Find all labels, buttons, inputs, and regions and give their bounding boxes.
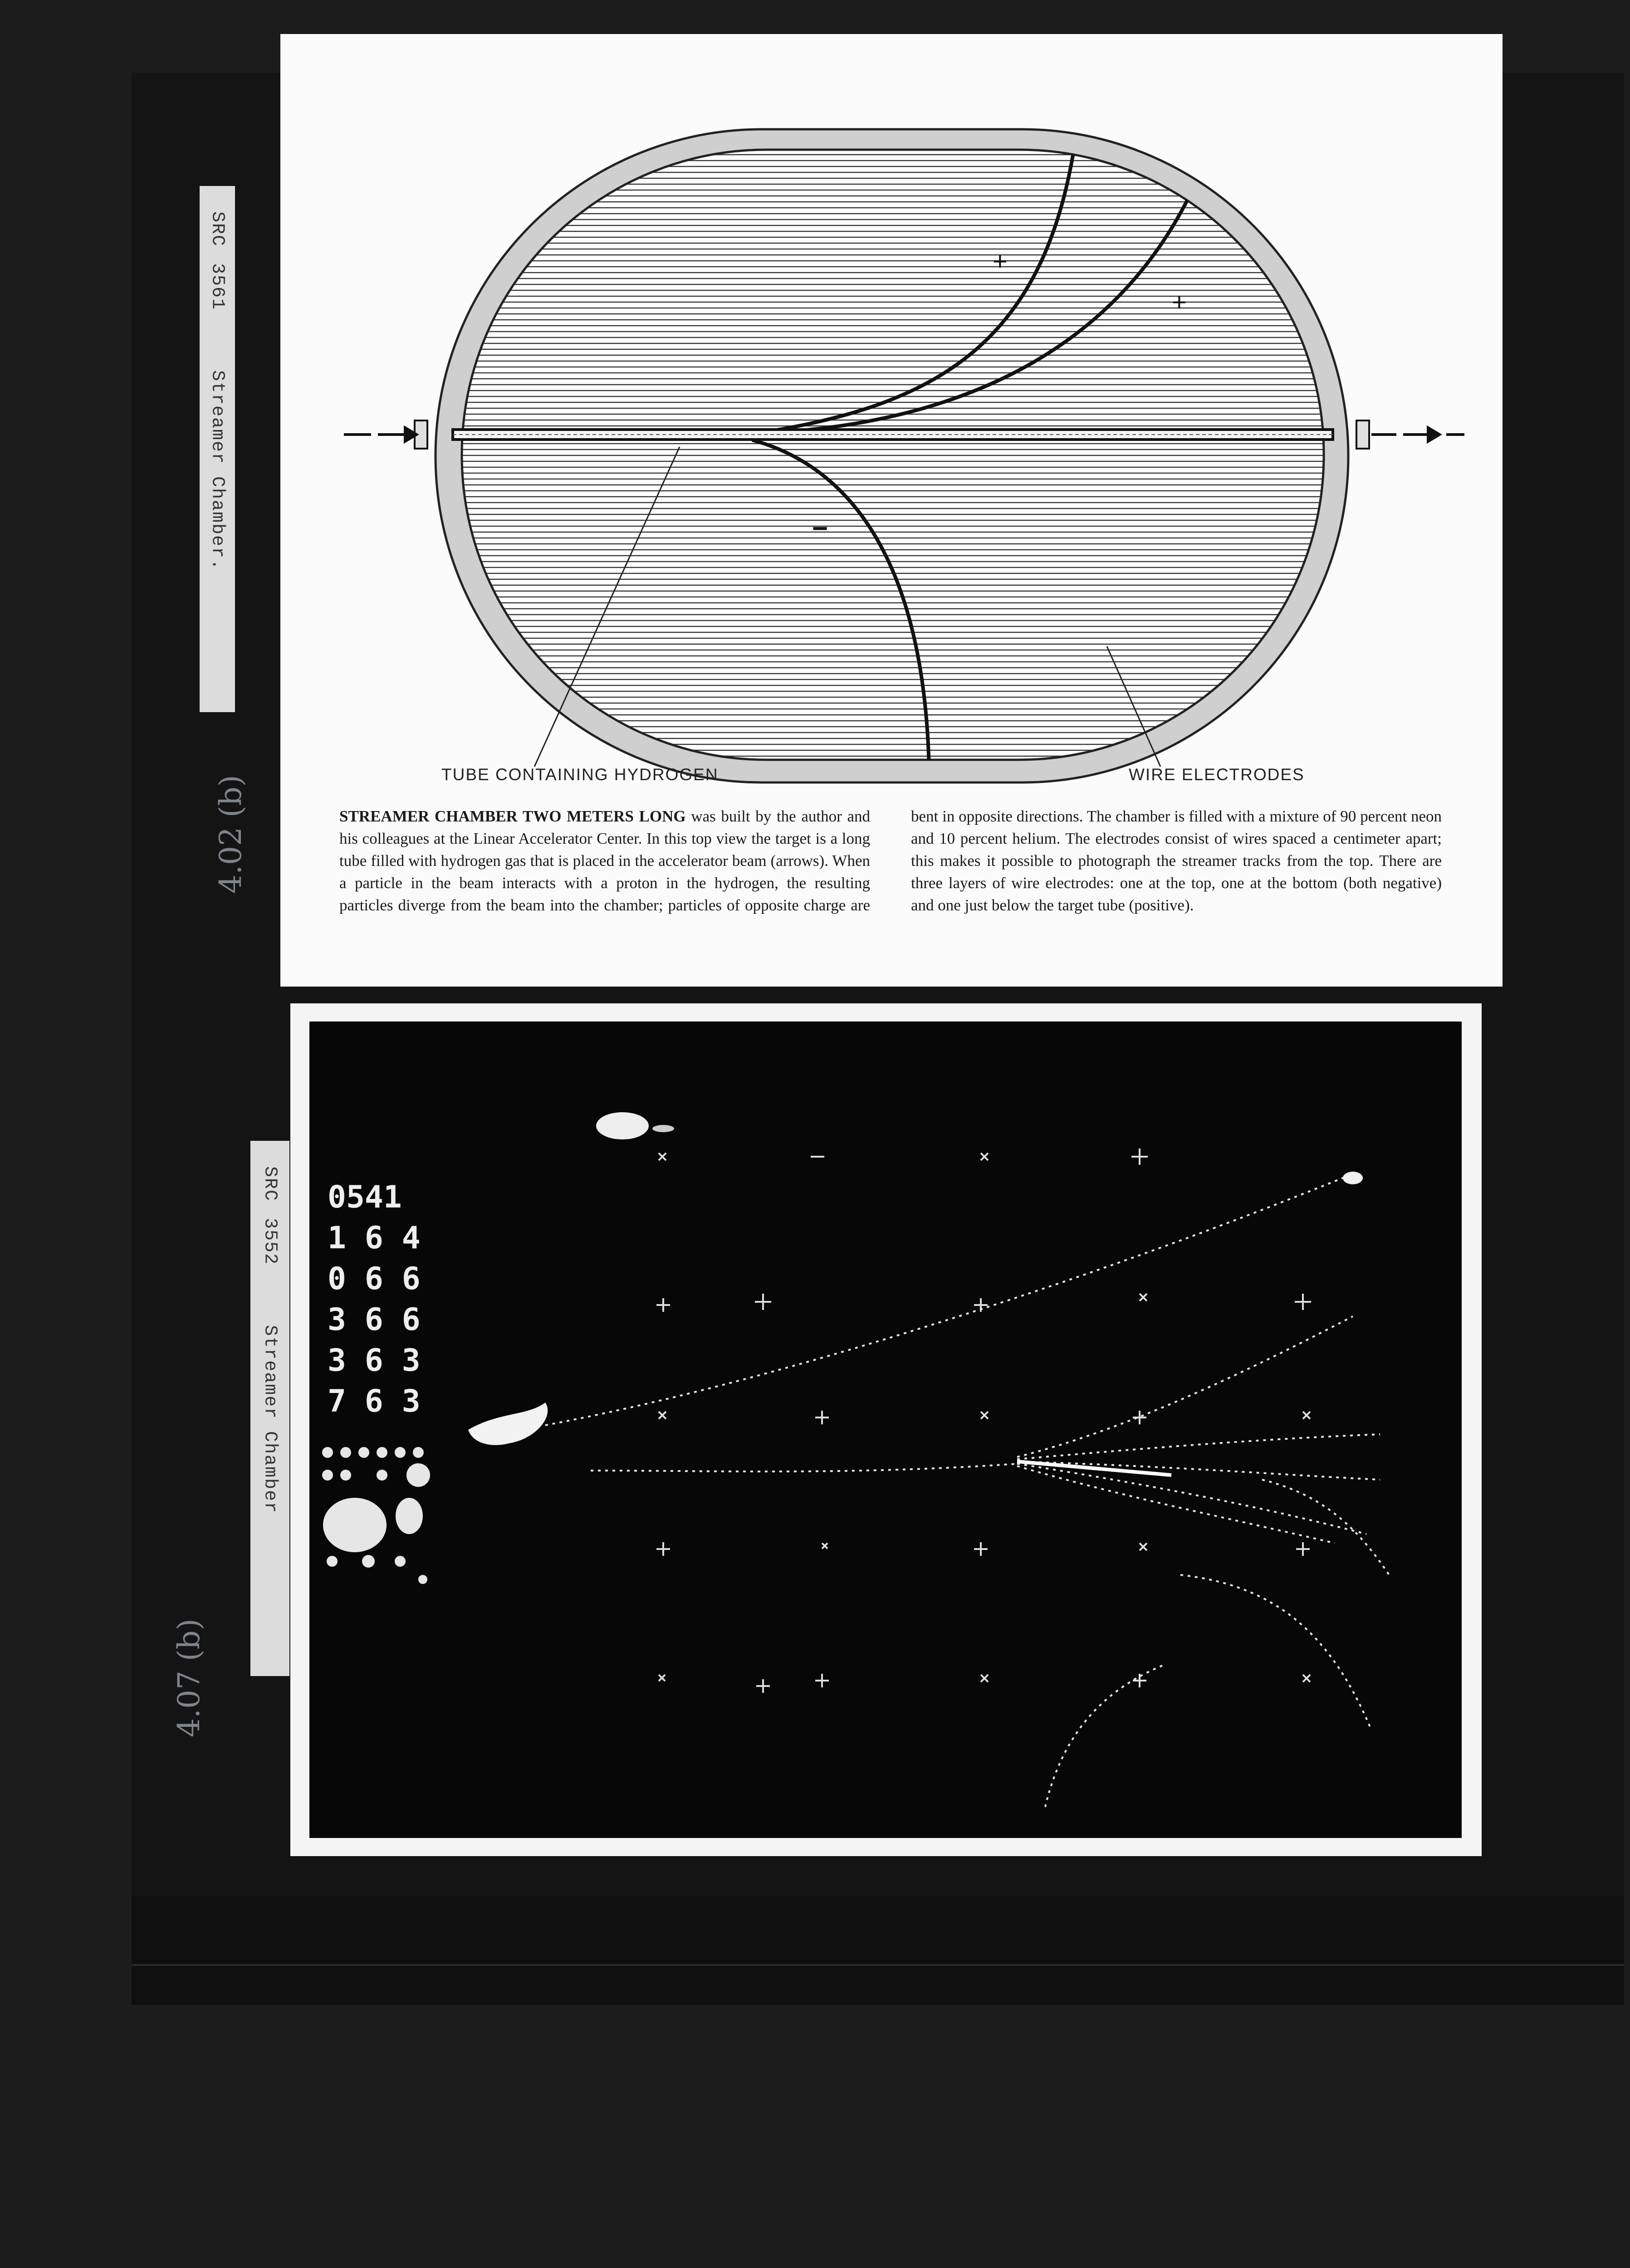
bright-blob [596,1112,649,1139]
particle-tracks-image [309,1022,1462,1838]
beam-entry-flare [468,1403,548,1445]
diagram-print [280,34,1503,987]
charge-minus: − [812,513,828,543]
caption-body: was built by the author and his colleagues at the Linear Accelerator Center. In this top view the target is a long tube filled with hydrogen gas that is placed in the accelerator beam (arrows). When a particle in the beam interacts with a proton in the hydrogen, the resulting particles diverge from the beam into the chamber; particles of opposite charge are bent in opposite directions. The chamber is filled with a mixture of 90 percent neon and 10 percent helium. The electrodes consist of wires spaced a centimeter apart; this makes it possible to photograph the streamer tracks from the top. There are three layers of wire electrodes: one at the top, one at the bottom (both negative) and one just below the target tube (positive). [339,807,1442,914]
board-bottom-edge [132,1896,1624,2005]
beam-arrow-out [1371,428,1464,441]
label-tube: TUBE CONTAINING HYDROGEN [441,765,719,784]
caption-lead: STREAMER CHAMBER TWO METERS LONG [339,807,686,825]
charge-plus-1: + [993,247,1008,275]
counter-row-1: 0541 [328,1179,402,1215]
catalog-label-top [200,186,235,712]
counter-row-4: 3 6 6 [328,1302,421,1338]
streamer-chamber-diagram [280,34,1503,805]
catalog-code: SRC [259,1166,280,1202]
catalog-title: Streamer Chamber [259,1325,280,1514]
catalog-number: 3552 [259,1218,280,1266]
beam-outlet [1356,420,1369,449]
counter-dots [322,1447,430,1584]
charge-plus-2: + [1172,288,1187,316]
fiducial-marks [656,1149,1311,1693]
counter-row-2: 1 6 4 [328,1220,421,1256]
particle-tracks [545,1176,1389,1811]
frame-counter [328,1179,421,1419]
streamer-photo-print [290,1003,1482,1856]
figure-caption [339,805,1442,916]
counter-row-6: 7 6 3 [328,1383,421,1419]
beam-arrow-in [344,428,416,441]
board-edge-line [132,1964,1624,1966]
handwritten-note-bottom: 4.07 (b) [171,1618,206,1737]
wire-electrode-field [462,150,1324,760]
catalog-title: Streamer Chamber. [207,370,228,571]
handwritten-note-top: 4.02 (b) [213,775,248,894]
catalog-number: 3561 [207,263,228,311]
catalog-code: SRC [207,211,228,247]
streamer-photograph [309,1022,1462,1838]
counter-row-3: 0 6 6 [328,1261,421,1297]
catalog-label-bottom [250,1141,289,1676]
label-wires: WIRE ELECTRODES [1129,765,1305,784]
counter-row-5: 3 6 3 [328,1343,421,1378]
